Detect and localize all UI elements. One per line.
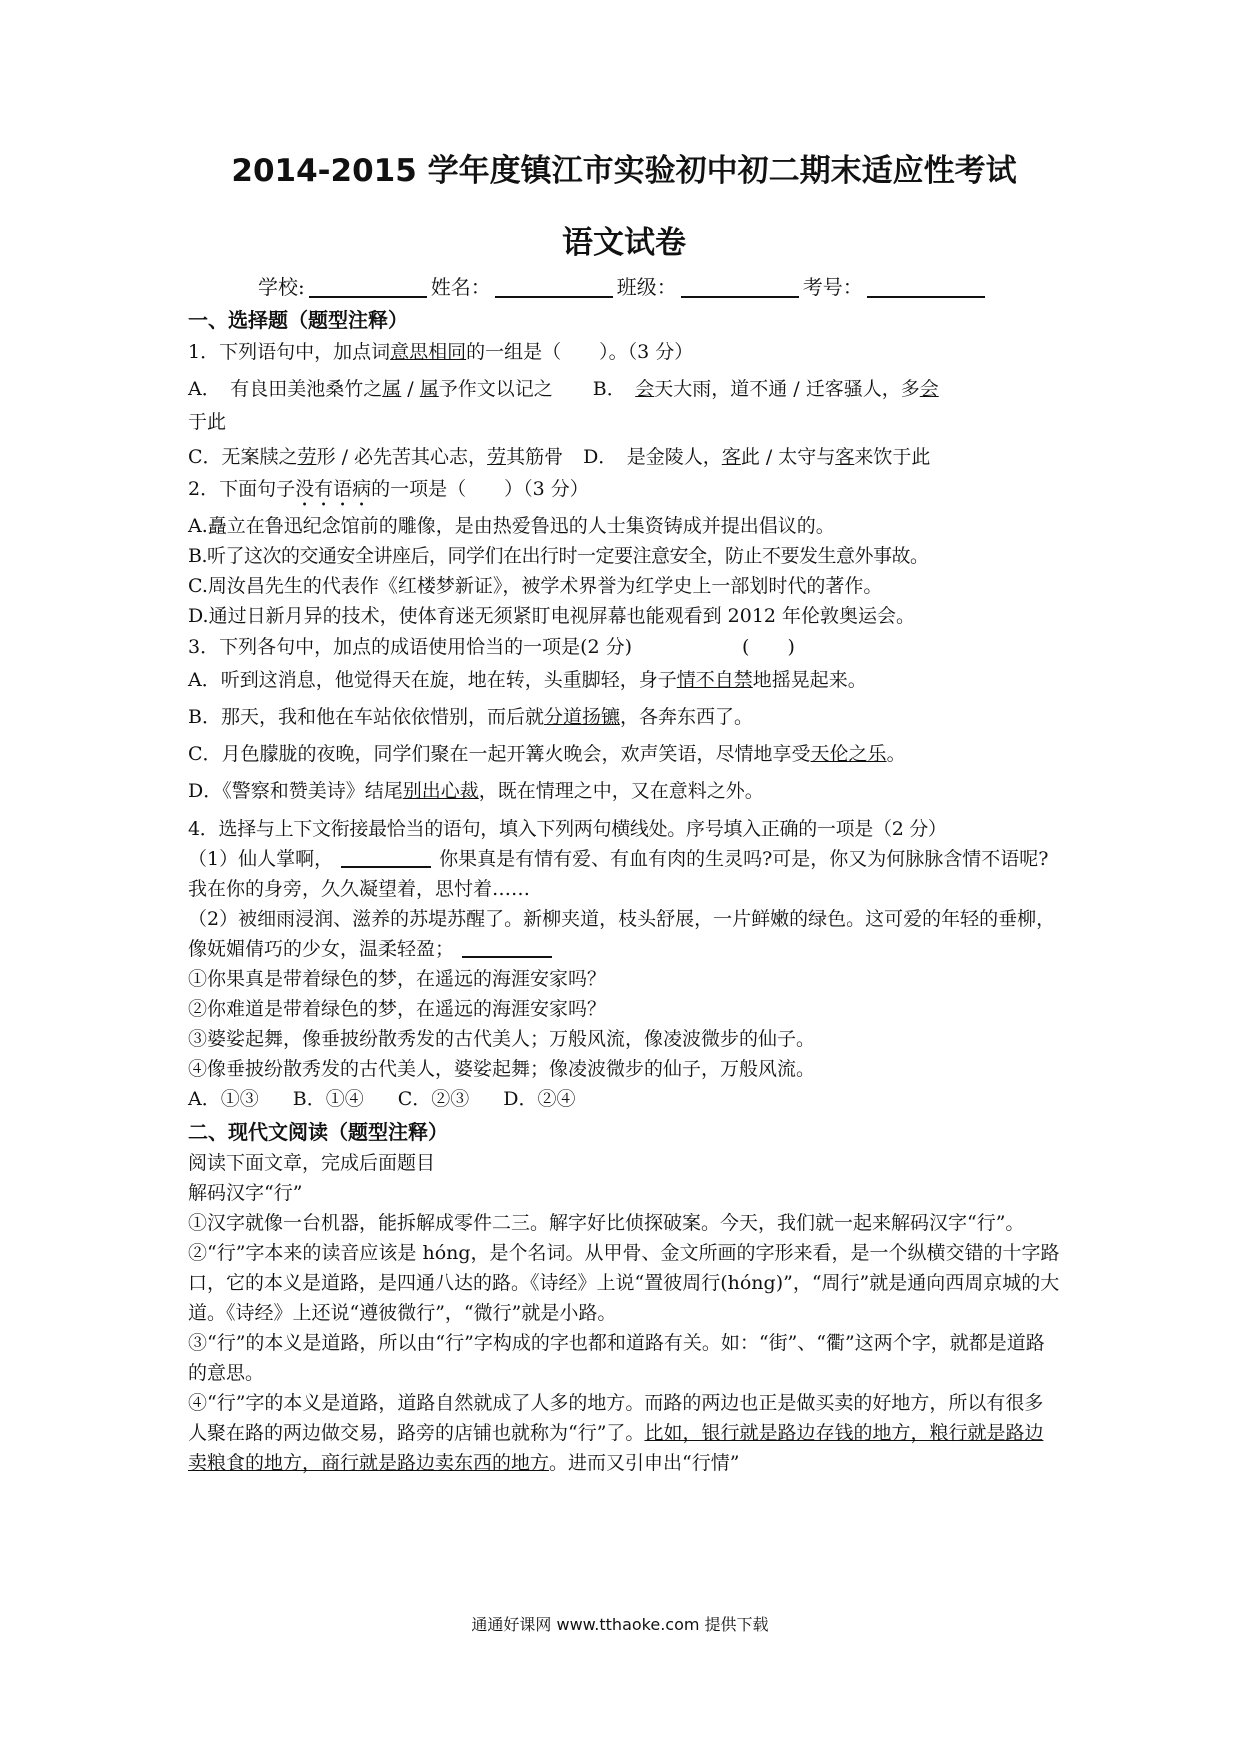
q2-block bbox=[188, 474, 1060, 631]
q2-stem-text: 2．下面句子 bbox=[188, 478, 296, 500]
q1-stem-text: 1．下列语句中，加点词 bbox=[188, 341, 391, 363]
q4-p2-blank bbox=[462, 936, 552, 958]
q1-stem-underlined: 意思相同 bbox=[390, 341, 467, 363]
q1-a-tail: 予作文以记之 bbox=[438, 378, 553, 400]
q1-stem-tail: 的一组是（ ）。（3 分） bbox=[466, 341, 694, 363]
q1-a-word2: 属 bbox=[419, 378, 439, 400]
q3-c-tail: 。 bbox=[886, 743, 906, 765]
q4-answer-b: B．①④ bbox=[292, 1088, 364, 1110]
q3-option-d bbox=[188, 775, 1060, 808]
q1-stem bbox=[188, 336, 1060, 369]
q1-b-tail: 于此 bbox=[188, 411, 227, 433]
q2-stem-dotted: 没有语病 bbox=[295, 478, 372, 500]
q3-d-idiom: 别出心裁 bbox=[402, 780, 479, 802]
q4-choice-2: ②你难道是带着绿色的梦，在遥远的海涯安家吗？ bbox=[188, 998, 607, 1020]
article-title: 解码汉字“行” bbox=[188, 1182, 303, 1204]
q1-option-d: D． 是金陵人， bbox=[583, 446, 722, 468]
q4-answers bbox=[188, 1084, 1060, 1114]
q1-options-ab bbox=[188, 373, 1060, 439]
page-footer: 通通好课网 www.tthaoke.com 提供下载 bbox=[471, 1615, 769, 1634]
q3-b-text: B．那天，我和他在车站依依惜别，而后就 bbox=[188, 706, 544, 728]
q3-c-idiom: 天伦之乐 bbox=[810, 743, 887, 765]
q1-option-b: B． bbox=[592, 378, 636, 400]
q1-option-a: A． 有良田美池桑竹之 bbox=[188, 378, 383, 400]
q3-option-c bbox=[188, 738, 1060, 771]
q1-option-c: C．无案牍之 bbox=[188, 446, 298, 468]
school-blank bbox=[309, 274, 427, 298]
q4-p1-lead: （1）仙人掌啊， bbox=[188, 848, 334, 870]
q3-stem bbox=[188, 631, 1060, 664]
q1-d-word1: 客 bbox=[721, 446, 741, 468]
class-blank bbox=[681, 274, 799, 298]
q1-d-mid: 此 / 太守与 bbox=[740, 446, 836, 468]
q1-b-word2: 会 bbox=[919, 378, 939, 400]
reading-block bbox=[188, 1148, 1060, 1478]
q3-a-idiom: 情不自禁 bbox=[676, 669, 753, 691]
article-para-1: ①汉字就像一台机器，能拆解成零件二三。解字好比侦探破案。今天，我们就一起来解码汉字“行”。 bbox=[188, 1212, 1025, 1234]
q4-p2-text: （2）被细雨浸润、滋养的苏堤苏醒了。新柳夹道，枝头舒展，一片鲜嫩的绿色。这可爱的年轻的垂柳，像妩媚倩巧的少女，温柔轻盈； bbox=[188, 908, 1056, 960]
article-para-4 bbox=[188, 1388, 1060, 1478]
q2-option-c: C.周汝昌先生的代表作《红楼梦新证》，被学术界誉为红学史上一部划时代的著作。 bbox=[188, 575, 883, 597]
q3-c-text: C．月色朦胧的夜晚，同学们聚在一起开篝火晚会，欢声笑语，尽情地享受 bbox=[188, 743, 811, 765]
q4-stem: 4．选择与上下文衔接最恰当的语句，填入下列两句横线处。序号填入正确的一项是（2 分） bbox=[188, 818, 947, 840]
student-info-line bbox=[258, 272, 1060, 302]
section1-heading: 一、选择题（题型注释） bbox=[188, 308, 408, 332]
name-label: 姓名： bbox=[430, 275, 491, 299]
q3-option-a bbox=[188, 664, 1060, 697]
para4-text: ④“行”字的本义是道路，道路自然就成了人多的地方。而路的两边也正是做买卖的好地方，所以有很多人聚在路的两边做交易，路旁的店铺也就称为“行”了。 bbox=[188, 1392, 1044, 1444]
class-label: 班级： bbox=[616, 275, 677, 299]
exam-no-blank bbox=[867, 274, 985, 298]
q4-passage-2 bbox=[188, 904, 1060, 964]
name-blank bbox=[495, 274, 613, 298]
q3-a-tail: 地摇晃起来。 bbox=[752, 669, 867, 691]
q4-answer-d: D．②④ bbox=[503, 1088, 576, 1110]
q1-c-word2: 劳 bbox=[487, 446, 507, 468]
q2-option-d: D.通过日新月异的技术，使体育迷无须紧盯电视屏幕也能观看到 2012 年伦敦奥运会。 bbox=[188, 605, 916, 627]
q3-option-b bbox=[188, 701, 1060, 734]
q4-p1-text: 你果真是有情有爱、有血有肉的生灵吗?可是，你又为何脉脉含情不语呢?我在你的身旁，久久凝望着，思忖着…… bbox=[188, 848, 1049, 900]
q1-b-word1: 会 bbox=[635, 378, 655, 400]
q1-d-tail: 来饮于此 bbox=[854, 446, 931, 468]
q3-a-text: A．听到这消息，他觉得天在旋，地在转，头重脚轻，身子 bbox=[188, 669, 677, 691]
school-label: 学校: bbox=[258, 275, 305, 299]
q4-choice-1: ①你果真是带着绿色的梦，在遥远的海涯安家吗？ bbox=[188, 968, 607, 990]
para4-tail: 。进而又引申出“行情” bbox=[549, 1452, 740, 1474]
q4-answer-a: A．①③ bbox=[188, 1088, 259, 1110]
exam-no-label: 考号： bbox=[802, 275, 863, 299]
exam-subtitle: 语文试卷 bbox=[562, 225, 686, 261]
q1-b-mid: 天大雨，道不通 / 迁客骚人，多 bbox=[654, 378, 920, 400]
q4-passage-1 bbox=[188, 844, 1060, 904]
q2-option-b: B.听了这次的交通安全讲座后，同学们在出行时一定要注意安全，防止不要发生意外事故。 bbox=[188, 545, 929, 567]
q4-block bbox=[188, 814, 1060, 1114]
q1-c-word1: 劳 bbox=[297, 446, 317, 468]
q4-answer-c: C．②③ bbox=[397, 1088, 470, 1110]
q3-d-tail: ，既在情理之中，又在意料之外。 bbox=[478, 780, 764, 802]
q4-choice-3: ③婆娑起舞，像垂披纷散秀发的古代美人；万般风流，像凌波微步的仙子。 bbox=[188, 1028, 816, 1050]
q1-options-cd bbox=[188, 441, 1060, 474]
q1-c-mid: 形 / 必先苦其心志， bbox=[316, 446, 488, 468]
q1-d-word2: 客 bbox=[835, 446, 855, 468]
q4-choice-4: ④像垂披纷散秀发的古代美人，婆娑起舞；像凌波微步的仙子，万般风流。 bbox=[188, 1058, 816, 1080]
q3-b-idiom: 分道扬镳 bbox=[543, 706, 620, 728]
exam-title: 2014-2015 学年度镇江市实验初中初二期末适应性考试 bbox=[231, 153, 1017, 189]
reading-intro: 阅读下面文章，完成后面题目 bbox=[188, 1152, 436, 1174]
article-para-3: ③“行”的本义是道路，所以由“行”字构成的字也都和道路有关。如：“街”、“衢”这两个字，就都是道路的意思。 bbox=[188, 1332, 1045, 1384]
q1-c-tail: 其筋骨 bbox=[506, 446, 564, 468]
q1-a-sep: / bbox=[401, 378, 420, 400]
article-para-2: ②“行”字本来的读音应该是 hóng，是个名词。从甲骨、金文所画的字形来看，是一个纵横交错的十字路口，它的本义是道路，是四通八达的路。《诗经》上说“置彼周行(hóng)”，“周行”就是通向西周京城的大道。《诗经》上还说“遵彼微行”，“微行”就是小路。 bbox=[188, 1242, 1060, 1324]
exam-page bbox=[188, 150, 1060, 1478]
q1-a-word1: 属 bbox=[382, 378, 402, 400]
q2-option-a: A.矗立在鲁迅纪念馆前的雕像，是由热爱鲁迅的人士集资铸成并提出倡议的。 bbox=[188, 515, 835, 537]
section2-heading: 二、现代文阅读（题型注释） bbox=[188, 1120, 448, 1144]
q4-p1-blank bbox=[341, 846, 431, 868]
q3-answer-paren: ( ) bbox=[742, 636, 795, 658]
q2-stem bbox=[188, 474, 1060, 511]
q3-d-text: D．《警察和赞美诗》结尾 bbox=[188, 780, 403, 802]
q2-stem-tail: 的一项是（ ）（3 分） bbox=[371, 478, 589, 500]
para4-underlined: 比如，银行就是路边存钱的地方，粮行就是路边卖粮食的地方，商行就是路边卖东西的地方 bbox=[188, 1422, 1044, 1474]
q3-b-tail: ，各奔东西了。 bbox=[619, 706, 753, 728]
q3-stem-text: 3．下列各句中，加点的成语使用恰当的一项是(2 分) bbox=[188, 636, 633, 658]
